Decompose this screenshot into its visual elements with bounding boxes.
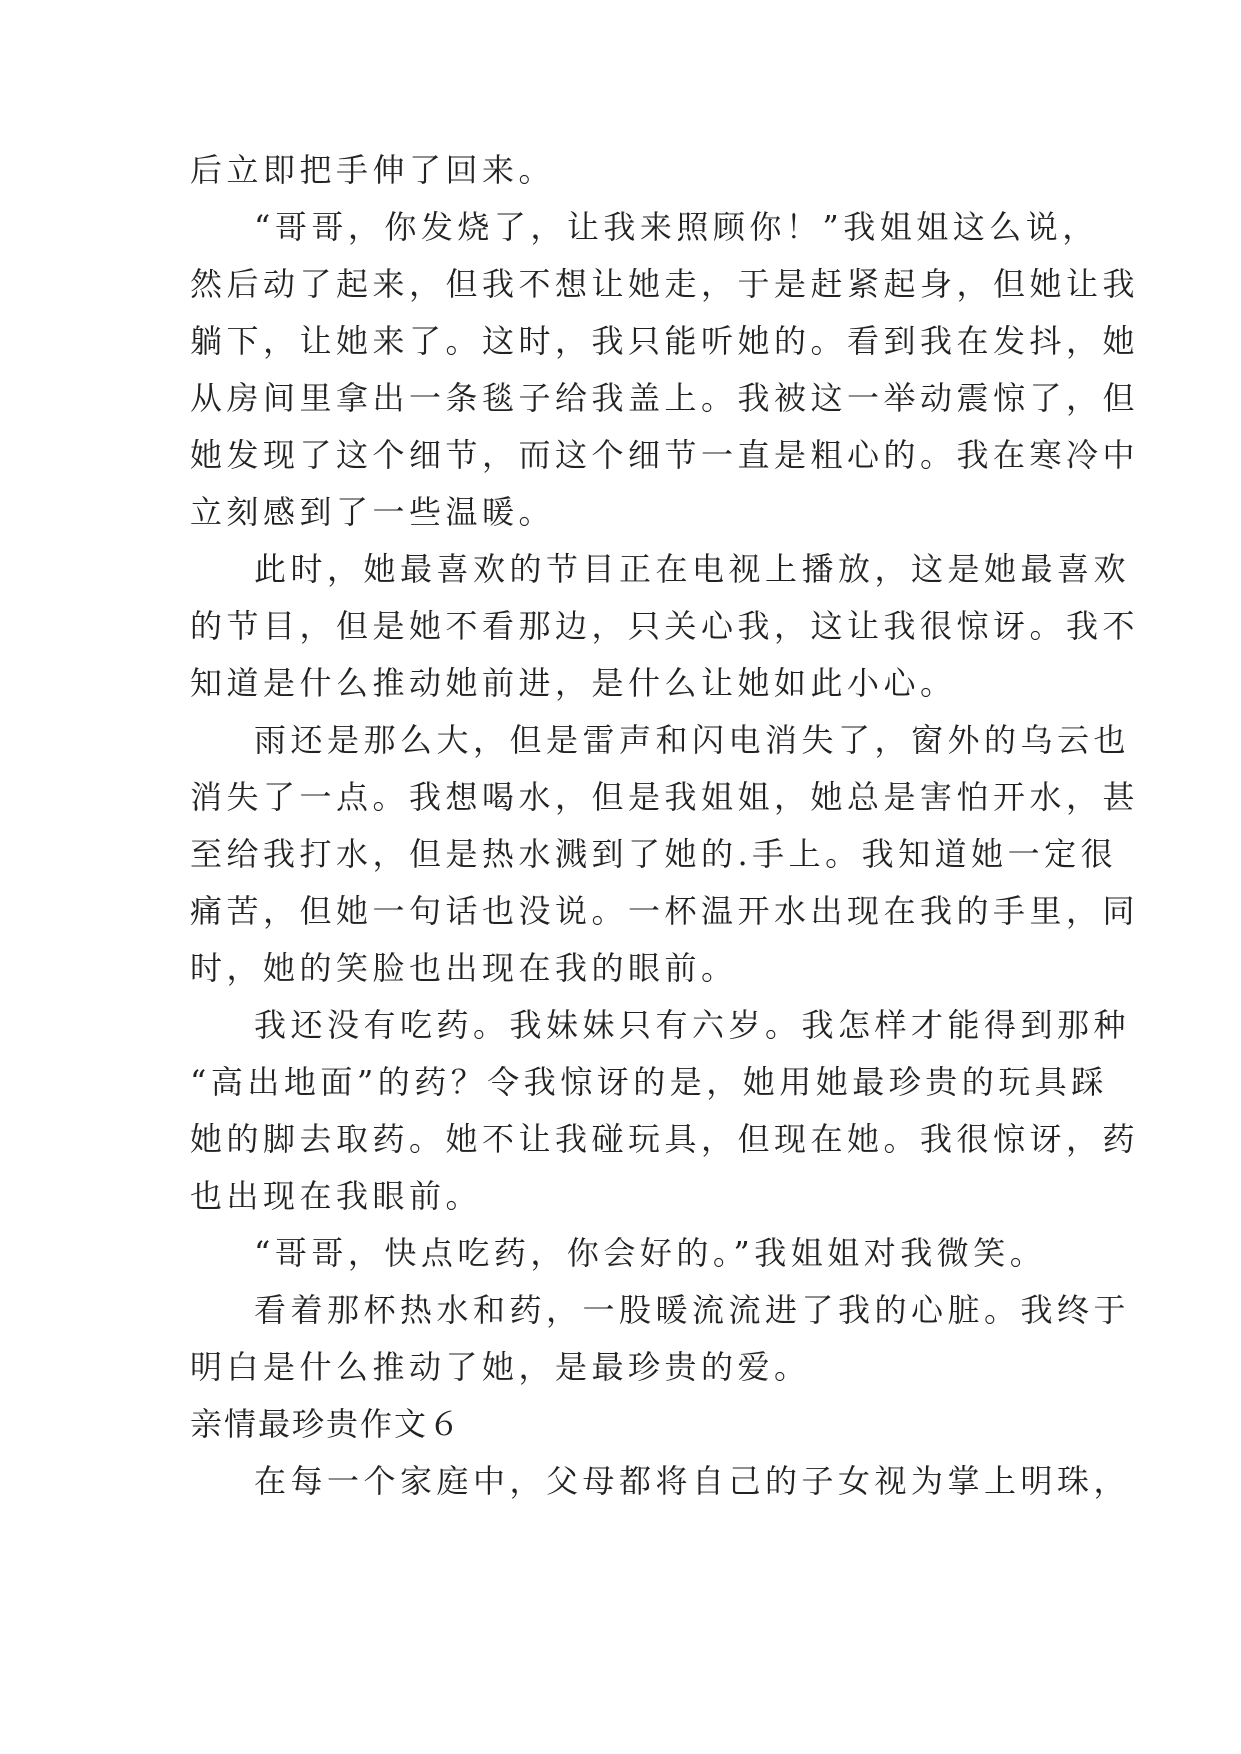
text-line: 的节目，但是她不看那边，只关心我，这让我很惊讶。我不 — [190, 607, 1140, 645]
text-line: 痛苦，但她一句话也没说。一杯温开水出现在我的手里，同 — [190, 892, 1140, 930]
text-line: 她发现了这个细节，而这个细节一直是粗心的。我在寒冷中 — [190, 436, 1140, 474]
text-line: 知道是什么推动她前进，是什么让她如此小心。 — [190, 664, 957, 702]
text-line: 也出现在我眼前。 — [190, 1177, 483, 1215]
text-line: 然后动了起来，但我不想让她走，于是赶紧起身，但她让我 — [190, 265, 1140, 303]
text-line: 躺下，让她来了。这时，我只能听她的。看到我在发抖，她 — [190, 322, 1140, 360]
paragraph-start-line: 此时，她最喜欢的节目正在电视上播放，这是她最喜欢 — [254, 550, 1131, 588]
text-line: 时，她的笑脸也出现在我的眼前。 — [190, 949, 738, 987]
section-heading: 亲情最珍贵作文６ — [190, 1405, 463, 1443]
text-line: 从房间里拿出一条毯子给我盖上。我被这一举动震惊了，但 — [190, 379, 1140, 417]
text-line: 消失了一点。我想喝水，但是我姐姐，她总是害怕开水，甚 — [190, 778, 1140, 816]
text-line: 明白是什么推动了她，是最珍贵的爱。 — [190, 1348, 811, 1386]
text-line: 立刻感到了一些温暖。 — [190, 493, 556, 531]
text-line: 后立即把手伸了回来。 — [190, 151, 556, 189]
paragraph-start-line: 雨还是那么大，但是雷声和闪电消失了，窗外的乌云也 — [254, 721, 1131, 759]
text-line: 至给我打水，但是热水溅到了她的.手上。我知道她一定很 — [190, 835, 1118, 873]
text-line: “高出地面”的药？令我惊讶的是，她用她最珍贵的玩具踩 — [190, 1063, 1108, 1101]
paragraph-start-line: 我还没有吃药。我妹妹只有六岁。我怎样才能得到那种 — [254, 1006, 1131, 1044]
paragraph-start-line: 在每一个家庭中，父母都将自己的子女视为掌上明珠， — [254, 1462, 1131, 1500]
text-line: 她的脚去取药。她不让我碰玩具，但现在她。我很惊讶，药 — [190, 1120, 1140, 1158]
paragraph-start-line: “哥哥，快点吃药，你会好的。”我姐姐对我微笑。 — [254, 1234, 1047, 1272]
paragraph-start-line: 看着那杯热水和药，一股暖流流进了我的心脏。我终于 — [254, 1291, 1131, 1329]
paragraph-start-line: “哥哥，你发烧了，让我来照顾你！”我姐姐这么说， — [254, 208, 1099, 246]
